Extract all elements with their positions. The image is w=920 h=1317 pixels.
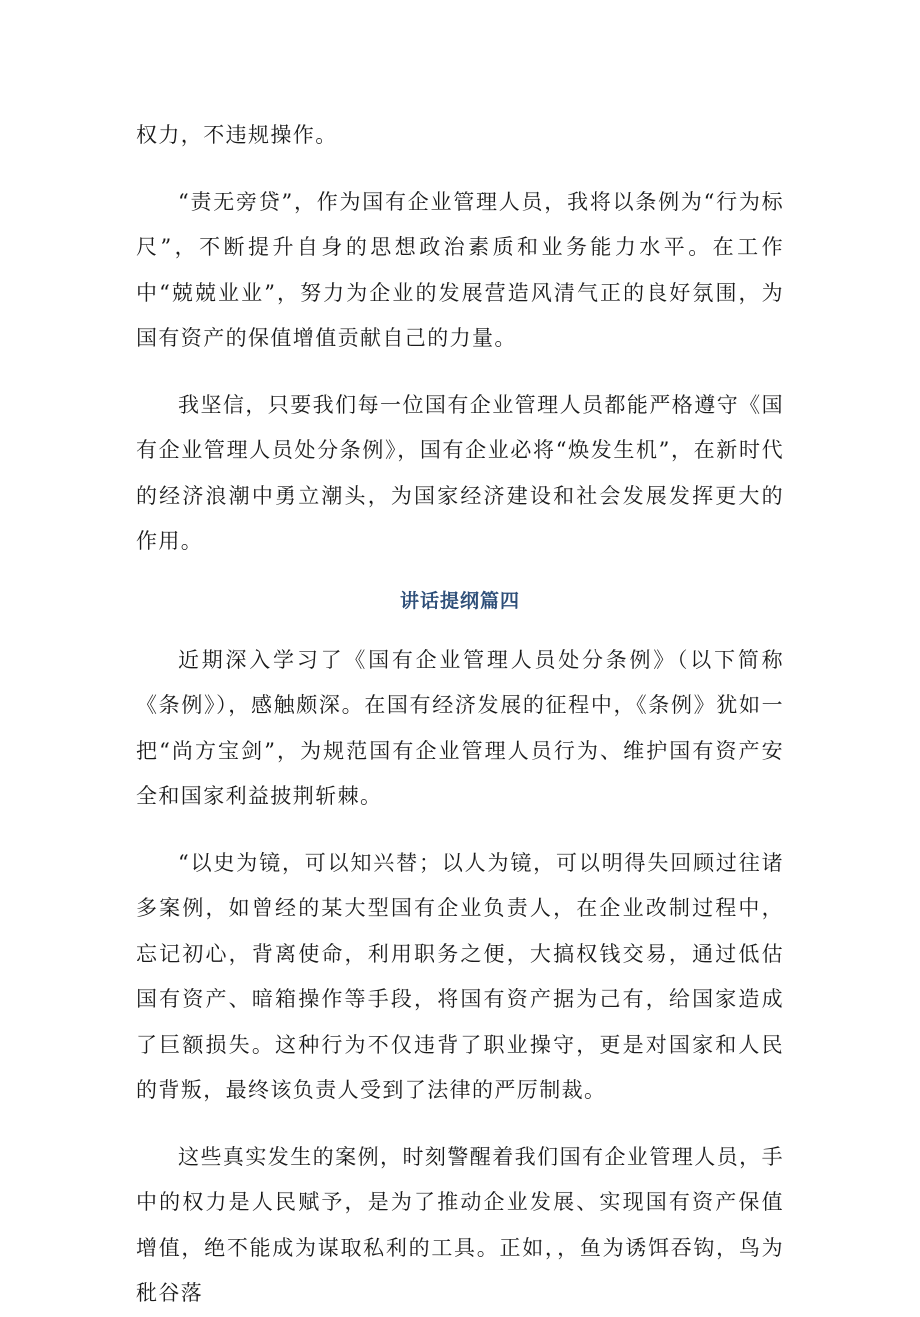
paragraph-continued: 权力，不违规操作。 (136, 123, 338, 147)
paragraph-cases-warning: 这些真实发生的案例，时刻警醒着我们国有企业管理人员，手中的权力是人民赋予，是为了推动企业发展、实现国有资产保值增值，绝不能成为谋取私利的工具。正如，，鱼为诱饵吞钩，鸟为秕谷落 (136, 1144, 784, 1305)
paragraph-study: 近期深入学习了《国有企业管理人员处分条例》（以下简称《条例》），感触颇深。在国有经济发展的征程中，《条例》犹如一把“尚方宝剑”，为规范国有企业管理人员行为、维护国有资产安全和国家利益披荆斩棘。 (136, 647, 784, 808)
paragraph-history-mirror: “以史为镜，可以知兴替；以人为镜，可以明得失回顾过往诸多案例，如曾经的某大型国有企业负责人，在企业改制过程中，忘记初心，背离使命，利用职务之便，大搞权钱交易，通过低估国有资产、暗箱操作等手段，将国有资产据为己有，给国家造成了巨额损失。这种行为不仅违背了职业操守，更是对国家和人民的背叛，最终该负责人受到了法律的严厉制裁。 (136, 850, 784, 1102)
paragraph-belief: 我坚信，只要我们每一位国有企业管理人员都能严格遵守《国有企业管理人员处分条例》，国有企业必将“焕发生机”，在新时代的经济浪潮中勇立潮头，为国家经济建设和社会发展发挥更大的作用。 (136, 392, 784, 553)
paragraph-responsibility: “责无旁贷”，作为国有企业管理人员，我将以条例为“行为标尺”，不断提升自身的思想政治素质和业务能力水平。在工作中“兢兢业业”，努力为企业的发展营造风清气正的良好氛围，为国有资产的保值增值贡献自己的力量。 (136, 189, 784, 350)
section-title: 讲话提纲篇四 (399, 589, 520, 612)
